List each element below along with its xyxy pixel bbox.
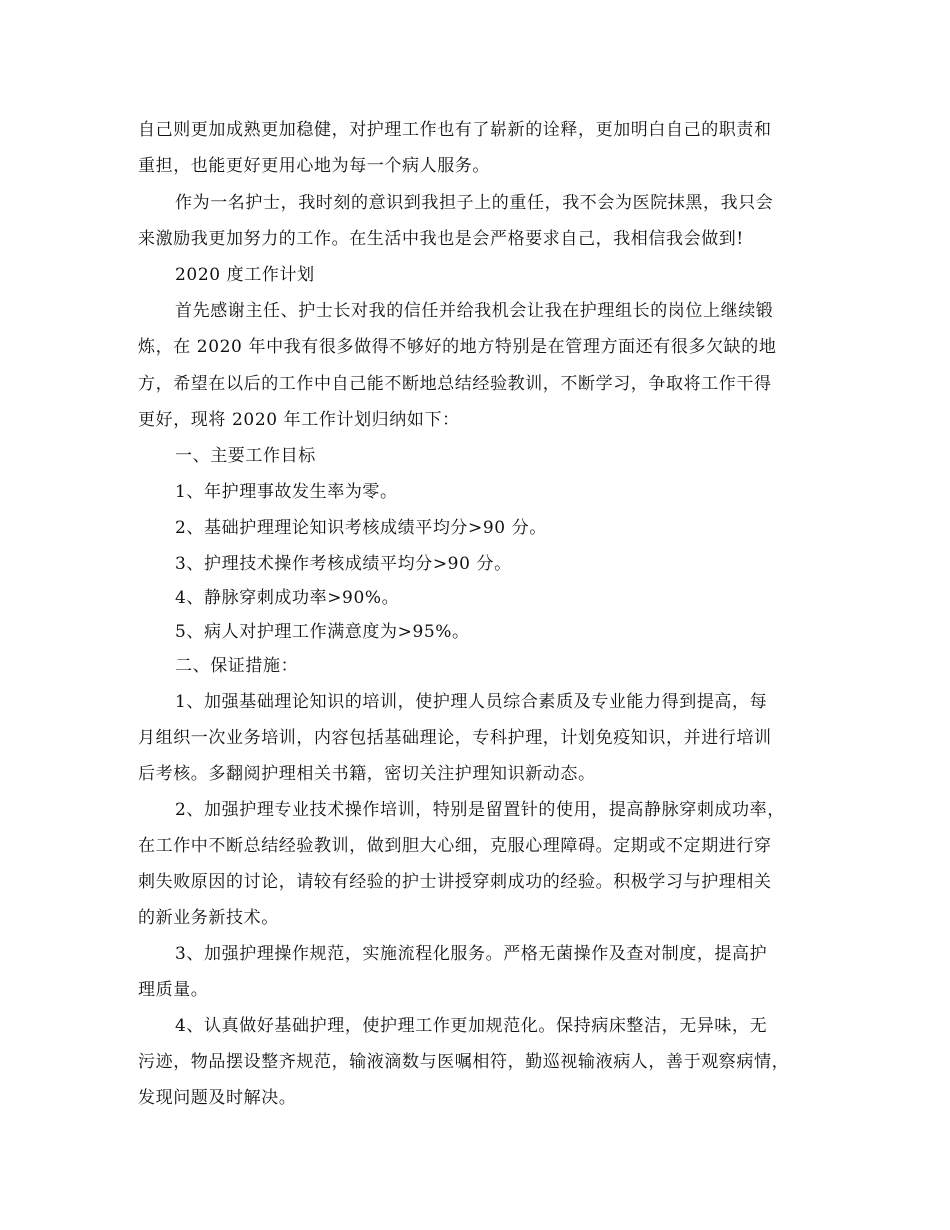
text-line-2: 重担，也能更好更用心地为每一个病人服务。 [138,156,490,176]
goal-item-5: 5、病人对护理工作满意度为>95%。 [175,622,470,642]
section-heading-plan: 2020 度工作计划 [175,265,315,285]
measure-3-line-2: 理质量。 [138,980,209,1000]
measure-4-line-2: 污迹，物品摆设整齐规范，输液滴数与医嘱相符，勤巡视输液病人，善于观察病情， [138,1052,790,1072]
text-line-3: 作为一名护士，我时刻的意识到我担子上的重任，我不会为医院抹黑，我只会 [175,193,774,213]
measure-2-line-2: 在工作中不断总结经验教训，做到胆大心细，克服心理障碍。定期或不定期进行穿 [138,836,772,856]
text-line-1: 自己则更加成熟更加稳健，对护理工作也有了崭新的诠释，更加明白自己的职责和 [138,120,772,140]
goal-item-4: 4、静脉穿刺成功率>90%。 [175,588,400,608]
text-line-7: 炼，在 2020 年中我有很多做得不够好的地方特别是在管理方面还有很多欠缺的地 [138,337,777,357]
text-line-8: 方，希望在以后的工作中自己能不断地总结经验教训，不断学习，争取将工作干得 [138,374,772,394]
heading-main-goals: 一、主要工作目标 [175,446,316,466]
goal-item-2: 2、基础护理理论知识考核成绩平均分>90 分。 [175,518,547,538]
measure-4-line-3: 发现问题及时解决。 [138,1088,297,1108]
measure-1-line-1: 1、加强基础理论知识的培训，使护理人员综合素质及专业能力得到提高，每 [175,692,768,712]
measure-4-line-1: 4、认真做好基础护理，使护理工作更加规范化。保持病床整洁，无异味，无 [175,1016,768,1036]
measure-1-line-3: 后考核。多翻阅护理相关书籍，密切关注护理知识新动态。 [138,764,596,784]
text-line-4: 来激励我更加努力的工作。在生活中我也是会严格要求自己，我相信我会做到! [138,229,744,249]
measure-1-line-2: 月组织一次业务培训，内容包括基础理论，专科护理，计划免疫知识，并进行培训 [138,728,772,748]
heading-measures: 二、保证措施： [175,656,299,676]
measure-3-line-1: 3、加强护理操作规范，实施流程化服务。严格无菌操作及查对制度，提高护 [175,944,768,964]
measure-2-line-3: 刺失败原因的讨论，请较有经验的护士讲授穿刺成功的经验。积极学习与护理相关 [138,872,772,892]
goal-item-1: 1、年护理事故发生率为零。 [175,482,398,502]
text-line-6: 首先感谢主任、护士长对我的信任并给我机会让我在护理组长的岗位上继续锻 [175,301,774,321]
measure-2-line-4: 的新业务新技术。 [138,908,279,928]
measure-2-line-1: 2、加强护理专业技术操作培训，特别是留置针的使用，提高静脉穿刺成功率， [175,800,785,820]
text-line-9: 更好，现将 2020 年工作计划归纳如下： [138,410,460,430]
goal-item-3: 3、护理技术操作考核成绩平均分>90 分。 [175,554,512,574]
